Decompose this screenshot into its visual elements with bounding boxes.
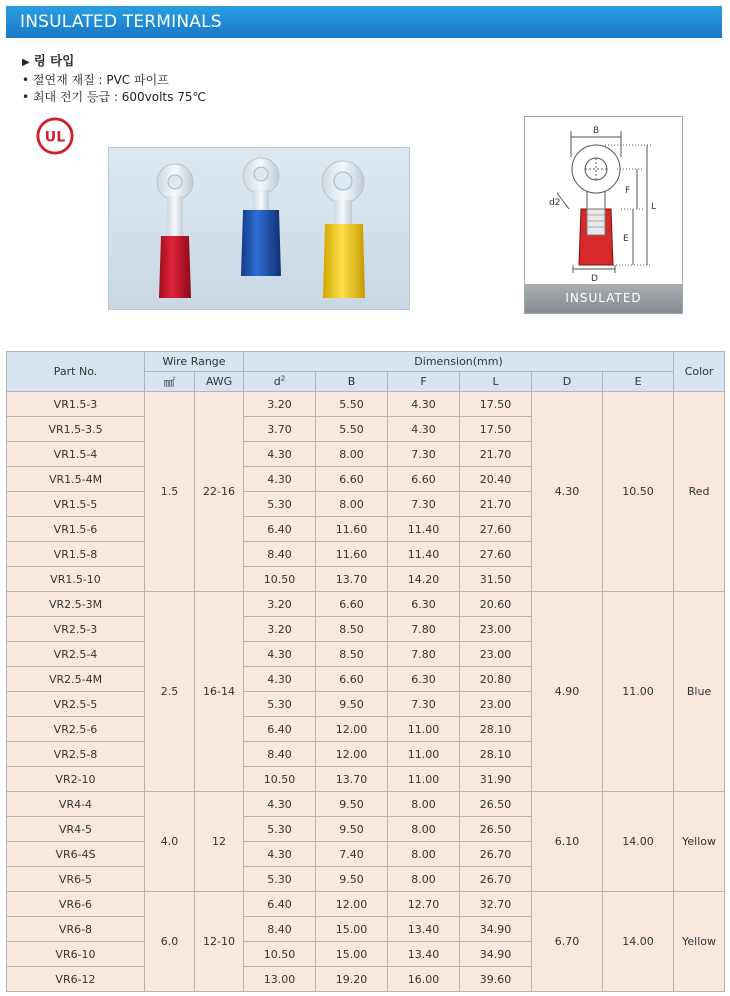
cell-d2: 8.40 [244, 742, 316, 767]
cell-b: 8.00 [316, 442, 388, 467]
cell-b: 19.20 [316, 967, 388, 992]
table-row [7, 892, 725, 917]
cell-e: 14.00 [603, 892, 674, 992]
cell-d: 6.70 [532, 892, 603, 992]
cell-l: 39.60 [460, 967, 532, 992]
cell-b: 8.00 [316, 492, 388, 517]
cell-f: 7.80 [388, 617, 460, 642]
page-title: INSULATED TERMINALS [6, 6, 722, 38]
header-e: E [603, 372, 674, 392]
yellow-terminal [322, 161, 365, 298]
dim-label-l: L [651, 202, 657, 212]
cell-l: 23.00 [460, 642, 532, 667]
cell-e: 11.00 [603, 592, 674, 792]
cell-d2: 5.30 [244, 817, 316, 842]
cell-part-no: VR2.5-6 [7, 717, 145, 742]
rating-line: • 최대 전기 등급 : 600volts 75℃ [22, 90, 206, 104]
cell-e: 10.50 [603, 392, 674, 592]
cell-l: 31.90 [460, 767, 532, 792]
cell-f: 4.30 [388, 392, 460, 417]
cell-color: Yellow [674, 792, 725, 892]
header-d2-label: $d^2$ [273, 374, 286, 389]
cell-d2: 4.30 [244, 467, 316, 492]
header-awg: AWG [195, 372, 244, 392]
cell-f: 7.30 [388, 442, 460, 467]
cell-l: 27.60 [460, 542, 532, 567]
cell-d: 4.90 [532, 592, 603, 792]
header-d2 [244, 372, 316, 392]
cell-l: 20.40 [460, 467, 532, 492]
dimension-drawing [525, 117, 682, 284]
cell-d2: 4.30 [244, 642, 316, 667]
table-row [7, 792, 725, 817]
cell-l: 34.90 [460, 917, 532, 942]
cell-f: 6.60 [388, 467, 460, 492]
cell-part-no: VR6-8 [7, 917, 145, 942]
cell-f: 4.30 [388, 417, 460, 442]
diagram-label: INSULATED [525, 284, 682, 313]
cell-part-no: VR6-6 [7, 892, 145, 917]
cell-b: 12.00 [316, 892, 388, 917]
cell-d2: 5.30 [244, 692, 316, 717]
cell-b: 6.60 [316, 592, 388, 617]
cell-l: 26.70 [460, 867, 532, 892]
cell-f: 6.30 [388, 592, 460, 617]
cell-f: 8.00 [388, 817, 460, 842]
table-body [7, 392, 725, 992]
cell-l: 28.10 [460, 717, 532, 742]
cell-l: 20.60 [460, 592, 532, 617]
cell-b: 9.50 [316, 792, 388, 817]
cell-d2: 3.70 [244, 417, 316, 442]
cell-part-no: VR1.5-10 [7, 567, 145, 592]
cell-f: 8.00 [388, 867, 460, 892]
header-mm2: ㎟ [145, 372, 195, 392]
cell-l: 21.70 [460, 442, 532, 467]
cell-d2: 8.40 [244, 542, 316, 567]
cell-f: 7.30 [388, 692, 460, 717]
table-row [7, 392, 725, 417]
blue-terminal [241, 158, 281, 276]
cell-awg: 16-14 [195, 592, 244, 792]
cell-l: 20.80 [460, 667, 532, 692]
header-color: Color [674, 352, 725, 392]
cell-b: 8.50 [316, 617, 388, 642]
cell-b: 11.60 [316, 542, 388, 567]
cell-e: 14.00 [603, 792, 674, 892]
cell-d2: 8.40 [244, 917, 316, 942]
cell-part-no: VR1.5-6 [7, 517, 145, 542]
cell-d2: 3.20 [244, 617, 316, 642]
cell-part-no: VR4-4 [7, 792, 145, 817]
cell-d2: 6.40 [244, 717, 316, 742]
cell-color: Yellow [674, 892, 725, 992]
cell-b: 9.50 [316, 867, 388, 892]
cell-b: 15.00 [316, 917, 388, 942]
cell-d2: 10.50 [244, 942, 316, 967]
spec-block [22, 52, 206, 106]
cell-f: 8.00 [388, 792, 460, 817]
cell-l: 31.50 [460, 567, 532, 592]
cell-mm2: 1.5 [145, 392, 195, 592]
cell-d2: 4.30 [244, 442, 316, 467]
cell-f: 11.00 [388, 767, 460, 792]
terminal-diagram [524, 116, 683, 314]
cell-l: 17.50 [460, 392, 532, 417]
cell-f: 8.00 [388, 842, 460, 867]
cell-d2: 5.30 [244, 867, 316, 892]
type-label: 링 타입 [33, 53, 75, 68]
cell-f: 11.40 [388, 542, 460, 567]
cell-d2: 5.30 [244, 492, 316, 517]
cell-part-no: VR2.5-4M [7, 667, 145, 692]
cell-d2: 10.50 [244, 767, 316, 792]
cell-f: 13.40 [388, 917, 460, 942]
type-heading [22, 52, 206, 71]
cell-mm2: 2.5 [145, 592, 195, 792]
cell-d2: 4.30 [244, 667, 316, 692]
cell-d: 6.10 [532, 792, 603, 892]
d2-subscript: 2 [280, 374, 286, 383]
cell-b: 7.40 [316, 842, 388, 867]
product-photo [108, 147, 410, 310]
cell-b: 6.60 [316, 667, 388, 692]
cell-part-no: VR1.5-3.5 [7, 417, 145, 442]
svg-text:UL: UL [44, 129, 66, 146]
cell-d2: 10.50 [244, 567, 316, 592]
cell-color: Blue [674, 592, 725, 792]
header-d: D [532, 372, 603, 392]
cell-f: 11.00 [388, 717, 460, 742]
cell-f: 7.30 [388, 492, 460, 517]
cell-part-no: VR2.5-4 [7, 642, 145, 667]
header-b: B [316, 372, 388, 392]
cell-b: 6.60 [316, 467, 388, 492]
cell-part-no: VR1.5-8 [7, 542, 145, 567]
dim-label-b: B [593, 126, 600, 136]
header-dimension: Dimension(mm) [244, 352, 674, 372]
cell-l: 32.70 [460, 892, 532, 917]
table-row [7, 592, 725, 617]
cell-l: 26.70 [460, 842, 532, 867]
cell-f: 7.80 [388, 642, 460, 667]
cell-part-no: VR4-5 [7, 817, 145, 842]
red-terminal [157, 164, 193, 298]
cell-part-no: VR2.5-3M [7, 592, 145, 617]
cell-b: 9.50 [316, 692, 388, 717]
dim-label-d: D [591, 274, 598, 284]
cell-b: 12.00 [316, 742, 388, 767]
cell-l: 26.50 [460, 792, 532, 817]
header-l: L [460, 372, 532, 392]
cell-part-no: VR2.5-3 [7, 617, 145, 642]
cell-part-no: VR2-10 [7, 767, 145, 792]
cell-part-no: VR6-4S [7, 842, 145, 867]
spec-table [6, 351, 725, 992]
triangle-bullet-icon: ▶ [22, 57, 30, 68]
dim-label-e: E [623, 234, 629, 244]
cell-f: 12.70 [388, 892, 460, 917]
cell-b: 9.50 [316, 817, 388, 842]
cell-d2: 3.20 [244, 592, 316, 617]
cell-mm2: 4.0 [145, 792, 195, 892]
cell-b: 13.70 [316, 767, 388, 792]
cell-l: 26.50 [460, 817, 532, 842]
cell-b: 12.00 [316, 717, 388, 742]
cell-l: 34.90 [460, 942, 532, 967]
cell-awg: 12-10 [195, 892, 244, 992]
cell-f: 13.40 [388, 942, 460, 967]
cell-d2: 4.30 [244, 842, 316, 867]
cell-l: 27.60 [460, 517, 532, 542]
cell-f: 11.40 [388, 517, 460, 542]
cell-f: 16.00 [388, 967, 460, 992]
cell-part-no: VR1.5-4 [7, 442, 145, 467]
cell-color: Red [674, 392, 725, 592]
cell-part-no: VR2.5-8 [7, 742, 145, 767]
cell-l: 23.00 [460, 692, 532, 717]
cell-mm2: 6.0 [145, 892, 195, 992]
cell-b: 13.70 [316, 567, 388, 592]
cell-b: 15.00 [316, 942, 388, 967]
cell-part-no: VR1.5-5 [7, 492, 145, 517]
cell-f: 6.30 [388, 667, 460, 692]
cell-d2: 6.40 [244, 892, 316, 917]
cell-b: 5.50 [316, 417, 388, 442]
header-part-no: Part No. [7, 352, 145, 392]
cell-b: 11.60 [316, 517, 388, 542]
cell-awg: 22-16 [195, 392, 244, 592]
cell-b: 5.50 [316, 392, 388, 417]
cell-part-no: VR6-5 [7, 867, 145, 892]
header-f: F [388, 372, 460, 392]
dim-label-d2: d2 [549, 198, 561, 208]
cell-d2: 3.20 [244, 392, 316, 417]
cell-f: 11.00 [388, 742, 460, 767]
cell-l: 23.00 [460, 617, 532, 642]
header-wire-range: Wire Range [145, 352, 244, 372]
cell-part-no: VR1.5-4M [7, 467, 145, 492]
cell-awg: 12 [195, 792, 244, 892]
cell-b: 8.50 [316, 642, 388, 667]
cell-part-no: VR1.5-3 [7, 392, 145, 417]
cell-f: 14.20 [388, 567, 460, 592]
cell-part-no: VR2.5-5 [7, 692, 145, 717]
cell-d2: 6.40 [244, 517, 316, 542]
ul-logo [36, 117, 74, 155]
cell-d: 4.30 [532, 392, 603, 592]
cell-l: 28.10 [460, 742, 532, 767]
material-line: • 절연재 재질 : PVC 파이프 [22, 73, 169, 87]
cell-d2: 13.00 [244, 967, 316, 992]
cell-part-no: VR6-12 [7, 967, 145, 992]
dim-label-f: F [625, 186, 631, 196]
ring-terminals-image [109, 148, 409, 309]
cell-d2: 4.30 [244, 792, 316, 817]
cell-part-no: VR6-10 [7, 942, 145, 967]
cell-l: 21.70 [460, 492, 532, 517]
cell-l: 17.50 [460, 417, 532, 442]
